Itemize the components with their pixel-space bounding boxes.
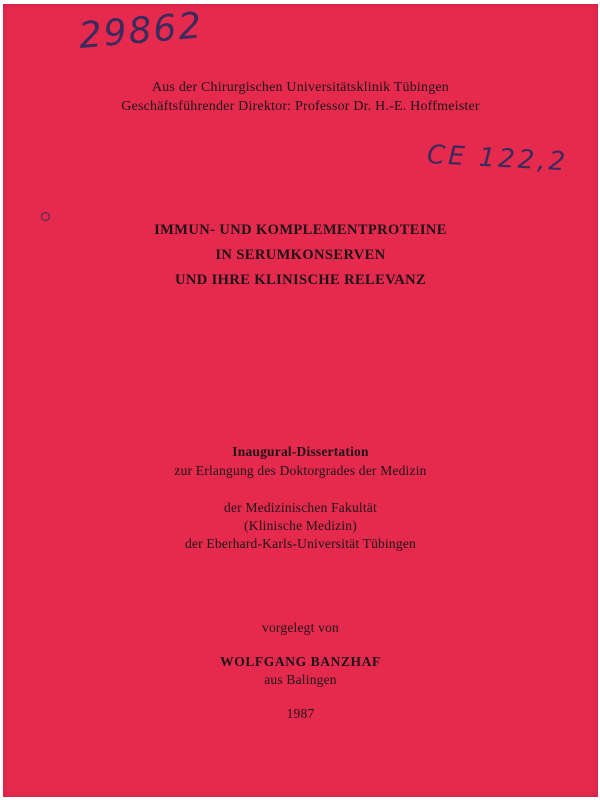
title-line-2: IN SERUMKONSERVEN: [215, 247, 386, 263]
handwritten-shelf-mark: CE 122,2: [426, 140, 569, 178]
author-name: WOLFGANG BANZHAF: [220, 654, 381, 669]
faculty-line-1: der Medizinischen Fakultät: [224, 500, 377, 515]
presented-by: vorgelegt von: [262, 620, 339, 635]
faculty-line-2: (Klinische Medizin): [244, 518, 357, 533]
dissertation-purpose: zur Erlangung des Doktorgrades der Medizin: [174, 463, 427, 478]
institution-line-2: Geschäftsführender Direktor: Professor Dr. H.-E. Hoffmeister: [121, 99, 480, 114]
title-line-3: UND IHRE KLINISCHE RELEVANZ: [174, 272, 427, 288]
title-line-1: IMMUN- UND KOMPLEMENTPROTEINE: [154, 222, 447, 238]
document-cover: [3, 4, 598, 797]
handwritten-archive-number: 29862: [77, 5, 205, 57]
punch-hole-mark: [41, 212, 50, 221]
institution-line-1: Aus der Chirurgischen Universitätsklinik Tübingen: [151, 80, 450, 95]
publication-year: 1987: [286, 706, 315, 721]
author-origin: aus Balingen: [264, 672, 337, 687]
faculty-line-3: der Eberhard-Karls-Universität Tübingen: [185, 536, 416, 551]
dissertation-type: Inaugural-Dissertation: [232, 444, 369, 459]
